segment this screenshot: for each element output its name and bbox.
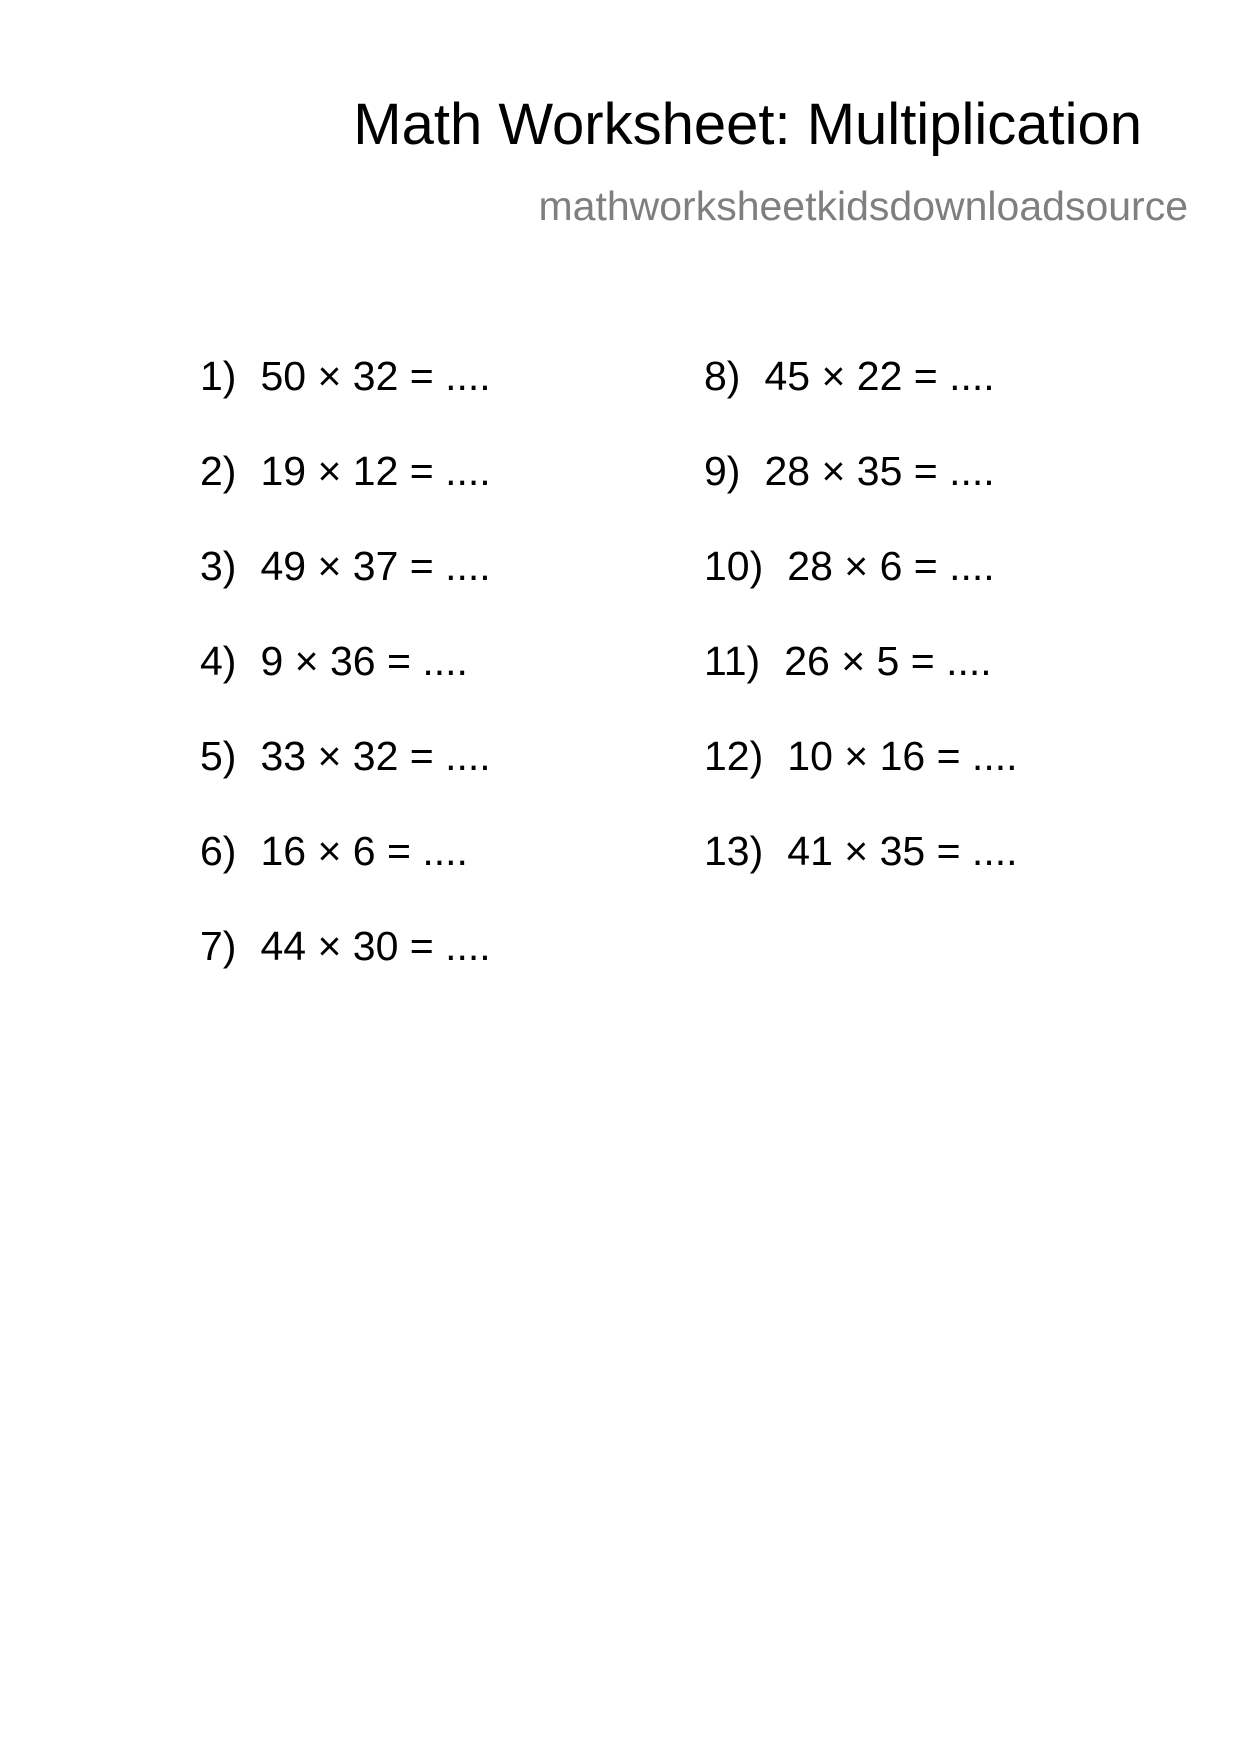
problem-number: 6) bbox=[200, 828, 237, 874]
problem-item bbox=[704, 638, 1018, 736]
problem-item bbox=[200, 543, 491, 641]
problem-item bbox=[200, 923, 491, 1021]
problem-number: 3) bbox=[200, 543, 237, 589]
problem-number: 4) bbox=[200, 638, 237, 684]
problem-number: 13) bbox=[704, 828, 764, 874]
problem-list-right bbox=[704, 353, 1018, 926]
problem-item bbox=[200, 353, 491, 451]
problem-expression: 50 × 32 = .... bbox=[260, 353, 491, 399]
problem-list-left bbox=[200, 353, 491, 1021]
problem-number: 5) bbox=[200, 733, 237, 779]
problem-expression: 28 × 35 = .... bbox=[764, 448, 995, 494]
problem-item bbox=[200, 733, 491, 831]
problem-number: 9) bbox=[704, 448, 741, 494]
problem-expression: 16 × 6 = .... bbox=[260, 828, 468, 874]
problem-expression: 49 × 37 = .... bbox=[260, 543, 491, 589]
problem-expression: 41 × 35 = .... bbox=[787, 828, 1018, 874]
problem-item bbox=[704, 353, 1018, 451]
problem-item bbox=[704, 448, 1018, 546]
problem-expression: 44 × 30 = .... bbox=[260, 923, 491, 969]
problem-number: 7) bbox=[200, 923, 237, 969]
problem-expression: 19 × 12 = .... bbox=[260, 448, 491, 494]
problem-expression: 28 × 6 = .... bbox=[787, 543, 995, 589]
problem-number: 1) bbox=[200, 353, 237, 399]
problem-expression: 10 × 16 = .... bbox=[787, 733, 1018, 779]
problem-number: 2) bbox=[200, 448, 237, 494]
problem-item bbox=[200, 638, 491, 736]
problem-item bbox=[704, 828, 1018, 926]
page-title: Math Worksheet: Multiplication bbox=[353, 92, 1142, 157]
problem-item bbox=[200, 448, 491, 546]
problem-item bbox=[200, 828, 491, 926]
problem-item bbox=[704, 733, 1018, 831]
problem-number: 10) bbox=[704, 543, 764, 589]
problem-number: 12) bbox=[704, 733, 764, 779]
problem-expression: 26 × 5 = .... bbox=[784, 638, 992, 684]
problem-number: 8) bbox=[704, 353, 741, 399]
problem-item bbox=[704, 543, 1018, 641]
problem-expression: 45 × 22 = .... bbox=[764, 353, 995, 399]
problem-expression: 9 × 36 = .... bbox=[260, 638, 468, 684]
problem-number: 11) bbox=[704, 638, 761, 684]
problem-expression: 33 × 32 = .... bbox=[260, 733, 491, 779]
source-subtitle: mathworksheetkidsdownloadsource bbox=[538, 183, 1188, 229]
